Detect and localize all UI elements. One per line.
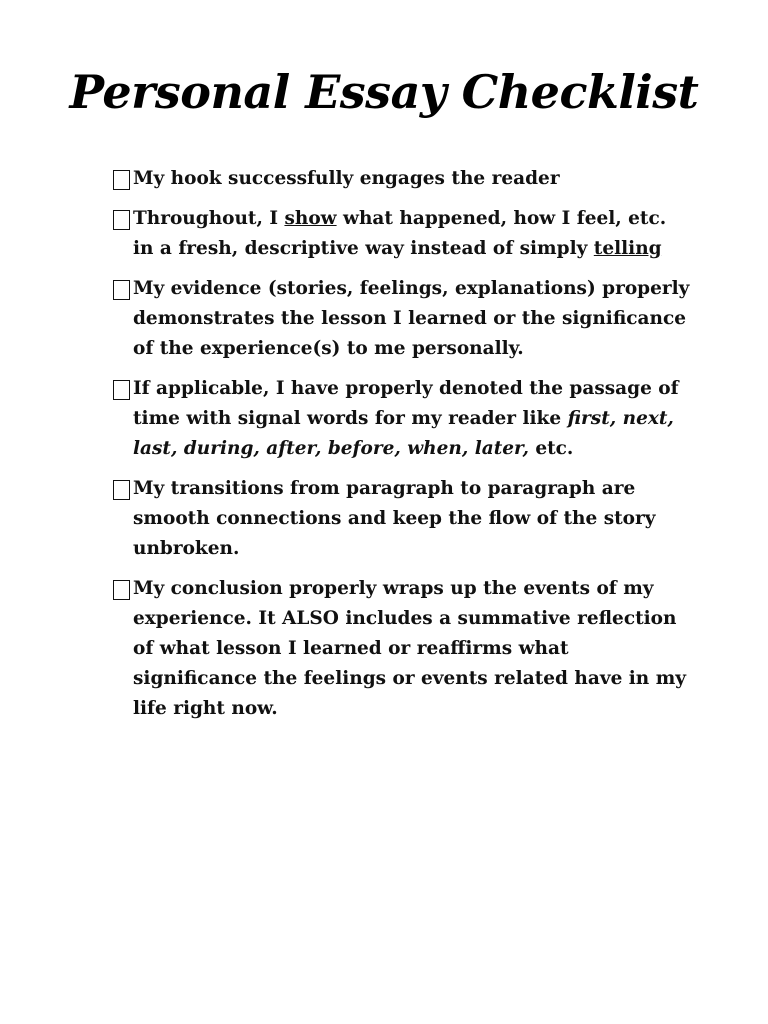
text-line: Throughout, I show what happened, how I feel, etc. — [133, 208, 667, 229]
checklist-item-text — [133, 474, 713, 564]
underlined-word-show: show — [284, 208, 337, 229]
checklist-item-text — [133, 374, 713, 464]
text-line: experience. It ALSO includes a summative reflection — [133, 608, 677, 629]
underlined-word-telling: telling — [593, 238, 662, 259]
checklist-item-evidence — [113, 278, 713, 364]
checkbox-transitions[interactable] — [113, 480, 130, 500]
checkbox-time[interactable] — [113, 380, 130, 400]
checkbox-hook[interactable] — [113, 170, 130, 190]
text-line: My transitions from paragraph to paragraph are — [133, 478, 636, 499]
text-line: My evidence (stories, feelings, explanations) properly — [133, 278, 690, 299]
text-line: If applicable, I have properly denoted the passage of — [133, 378, 679, 399]
text-line: in a fresh, descriptive way instead of simply telling — [133, 238, 662, 259]
text-line: My conclusion properly wraps up the events of my — [133, 578, 654, 599]
text-line: last, during, after, before, when, later, etc. — [133, 438, 574, 459]
text-line: time with signal words for my reader like first, next, — [133, 408, 674, 429]
checkbox-conclusion[interactable] — [113, 580, 130, 600]
checklist-item-show — [113, 208, 713, 264]
checklist — [113, 168, 713, 738]
checklist-item-conclusion — [113, 578, 713, 724]
checkbox-show[interactable] — [113, 210, 130, 230]
italic-signal-words: last, during, after, before, when, later, — [133, 438, 529, 459]
text-line: unbroken. — [133, 538, 240, 559]
text-line: smooth connections and keep the flow of the story — [133, 508, 656, 529]
text-line: life right now. — [133, 698, 278, 719]
checklist-item-text — [133, 204, 713, 264]
checklist-item-transitions — [113, 478, 713, 564]
text-line: significance the feelings or events related have in my — [133, 668, 687, 689]
checklist-item-text — [133, 164, 713, 194]
text-line: demonstrates the lesson I learned or the significance — [133, 308, 687, 329]
checklist-item-text — [133, 574, 713, 724]
text-line: of the experience(s) to me personally. — [133, 338, 524, 359]
checklist-item-time — [113, 378, 713, 464]
italic-signal-words: first, next, — [567, 408, 674, 429]
text-line: of what lesson I learned or reaffirms what — [133, 638, 569, 659]
checklist-item-text — [133, 274, 713, 364]
text-line: My hook successfully engages the reader — [133, 168, 560, 189]
page-title: Personal Essay Checklist — [69, 65, 699, 119]
checklist-item-hook — [113, 168, 713, 194]
checkbox-evidence[interactable] — [113, 280, 130, 300]
